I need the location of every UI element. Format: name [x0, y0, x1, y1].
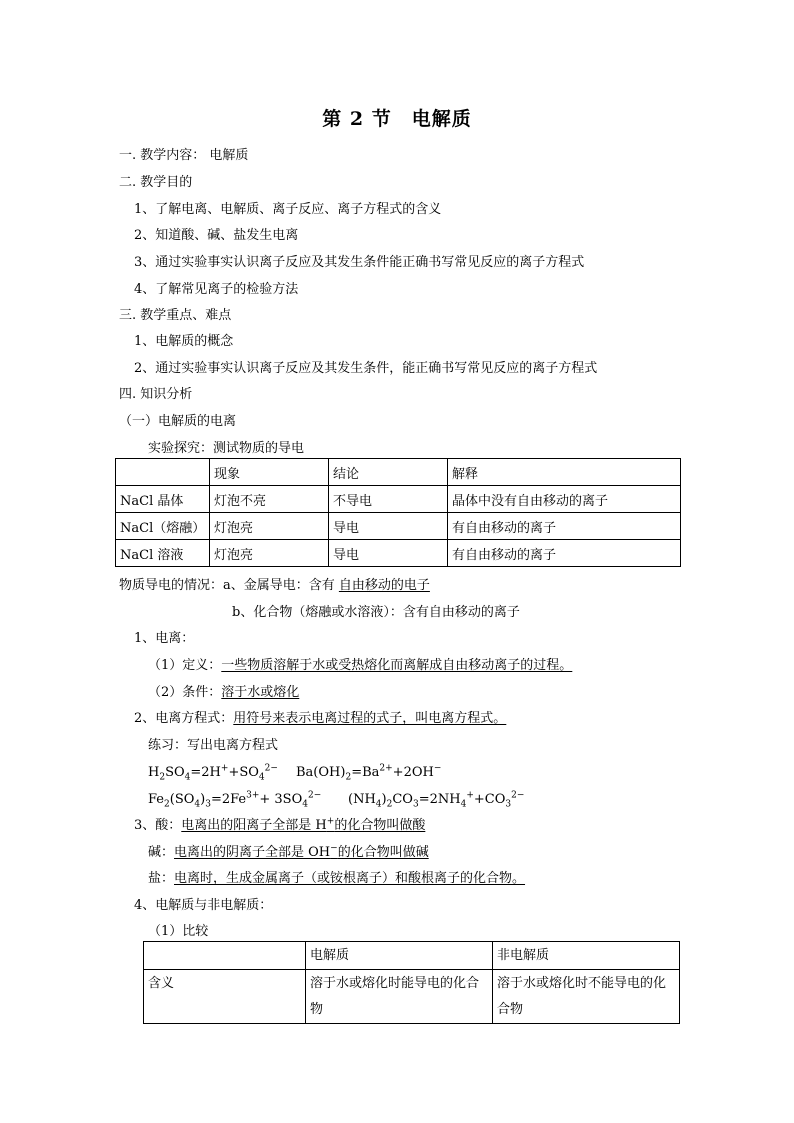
table-row [144, 970, 680, 1024]
table-row [116, 513, 681, 540]
conduction-a [119, 578, 430, 594]
comparison-table [143, 941, 680, 1024]
page-title: 第 2 节 电解质 [322, 108, 472, 130]
equation-def-answer: 用符号来表示电离过程的式子，叫电离方程式。 [233, 711, 507, 726]
table-cell: 灯泡亮 [210, 540, 329, 567]
definition-label: （1）定义： [148, 658, 222, 673]
objective-2: 2、知道酸、碱、盐发生电离 [134, 228, 299, 243]
subsection-1: （一）电解质的电离 [119, 414, 237, 429]
section-4: 四. 知识分析 [119, 387, 193, 402]
table-header-row [144, 942, 680, 970]
condition-answer: 溶于水或熔化 [221, 685, 300, 700]
formula-h2so4: $H_2SO_4=2H^++SO_4^{2-}$ [148, 763, 278, 783]
table-cell: 电解质 [306, 942, 493, 970]
formula-fe2so43: $Fe_2(SO_4)_3=2Fe^{3+}+ 3SO_4^{2-}$ [148, 790, 322, 810]
ionization-title: 1、电离： [134, 631, 195, 646]
table-header-row [116, 459, 681, 486]
table-cell: 有自由移动的离子 [448, 513, 681, 540]
table-cell: 灯泡亮 [210, 513, 329, 540]
base-answer: 电离出的阴离子全部是 OH−的化合物叫做碱 [174, 843, 429, 860]
experiment-label: 实验探究：测试物质的导电 [148, 441, 305, 456]
table-cell: NaCl（熔融） [116, 513, 210, 540]
objective-1: 1、了解电离、电解质、离子反应、离子方程式的含义 [134, 202, 442, 217]
table-cell [144, 942, 306, 970]
definition-answer: 一些物质溶解于水或受热熔化而离解成自由移动离子的过程。 [221, 658, 573, 673]
salt-definition [148, 871, 525, 887]
table-cell: 溶于水或熔化时不能导电的化合物 [493, 970, 680, 1024]
section-2: 二. 教学目的 [119, 175, 193, 190]
formula-baoh2: $Ba(OH)_2=Ba^{2+}+2OH^-$ [296, 763, 442, 783]
table-row [116, 540, 681, 567]
conduction-a-label: 物质导电的情况：a、金属导电：含有 [119, 578, 339, 593]
conduction-a-answer: 自由移动的电子 [338, 578, 430, 593]
table-cell: NaCl 溶液 [116, 540, 210, 567]
base-definition [148, 845, 429, 861]
conduction-b: b、化合物（熔融或水溶液）：含有自由移动的离子 [232, 605, 520, 620]
table-cell [116, 459, 210, 486]
table-cell: 现象 [210, 459, 329, 486]
base-label: 碱： [148, 845, 175, 860]
comparison-title: 4、电解质与非电解质： [134, 898, 273, 913]
table-cell: 有自由移动的离子 [448, 540, 681, 567]
table-cell: 含义 [144, 970, 306, 1024]
salt-label: 盐： [148, 871, 175, 886]
table-cell: 结论 [329, 459, 448, 486]
section-1: 一. 教学内容： 电解质 [119, 148, 249, 163]
conductivity-table [115, 458, 681, 567]
acid-definition [134, 818, 425, 834]
equation-def [134, 711, 506, 727]
equation-def-label: 2、电离方程式： [134, 711, 234, 726]
table-cell: NaCl 晶体 [116, 486, 210, 513]
salt-answer: 电离时，生成金属离子（或铵根离子）和酸根离子的化合物。 [174, 871, 526, 886]
acid-answer: 电离出的阳离子全部是 H+的化合物叫做酸 [181, 816, 426, 833]
table-cell: 灯泡不亮 [210, 486, 329, 513]
acid-label: 3、酸： [134, 818, 182, 833]
table-row [116, 486, 681, 513]
keypoint-2: 2、通过实验事实认识离子反应及其发生条件，能正确书写常见反应的离子方程式 [134, 361, 598, 376]
table-cell: 不导电 [329, 486, 448, 513]
table-cell: 非电解质 [493, 942, 680, 970]
formula-nh42co3: $(NH_4)_2CO_3=2NH_4^++CO_3^{2-}$ [348, 790, 525, 810]
objective-4: 4、了解常见离子的检验方法 [134, 282, 299, 297]
comparison-subtitle: （1）比较 [148, 924, 209, 939]
table-cell: 导电 [329, 513, 448, 540]
section-3: 三. 教学重点、难点 [119, 308, 232, 323]
table-cell: 解释 [448, 459, 681, 486]
definition [148, 658, 572, 674]
objective-3: 3、通过实验事实认识离子反应及其发生条件能正确书写常见反应的离子方程式 [134, 255, 585, 270]
condition [148, 685, 299, 701]
condition-label: （2）条件： [148, 685, 222, 700]
keypoint-1: 1、电解质的概念 [134, 334, 234, 349]
table-cell: 导电 [329, 540, 448, 567]
table-cell: 溶于水或熔化时能导电的化合物 [306, 970, 493, 1024]
table-cell: 晶体中没有自由移动的离子 [448, 486, 681, 513]
practice-label: 练习：写出电离方程式 [148, 738, 279, 753]
